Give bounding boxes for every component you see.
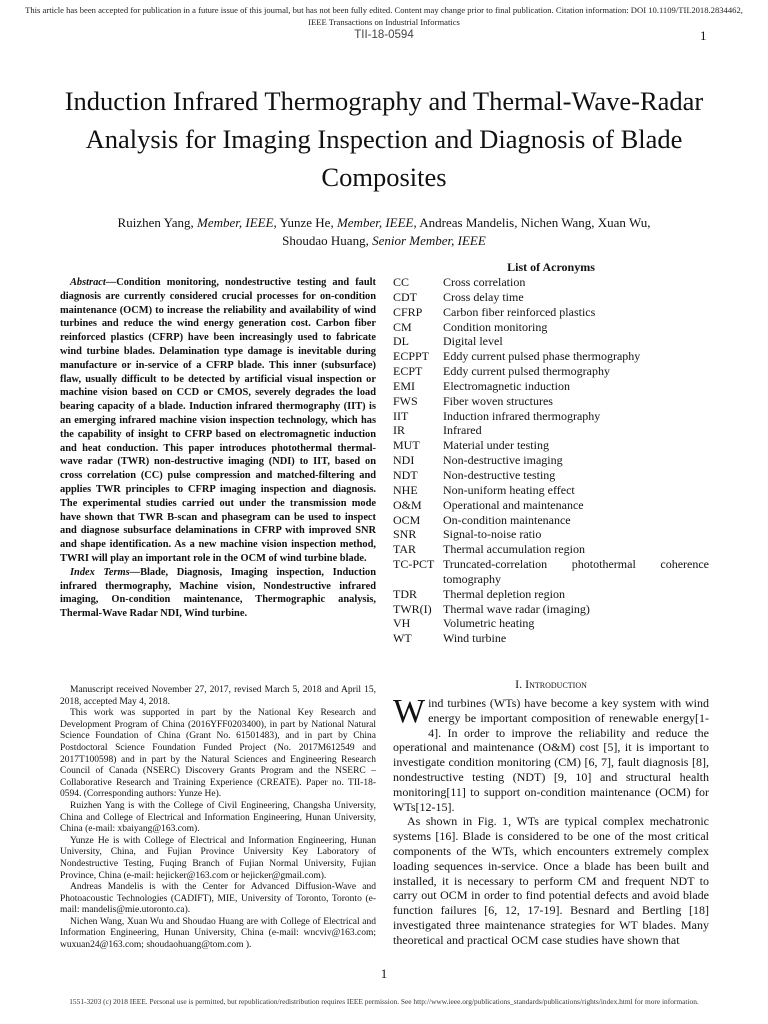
footnotes: [60, 685, 376, 952]
footnote: This work was supported in part by the National Key Research and Development Program of China (2016YFF0203400), in part by National Natural Science Foundation of China (Grant No. 61501483), and in part by China Postdoctoral Science Foundation Funded Project (No. 2017M612549 and 2017T100598) and in part by the Natural Sciences and Engineering Research Council of Canada (NSERC) Discovery Grants Program and the NSERC – Collaborative Research and Training Experience (CREATE). Paper no. TII-18-0594. (Corresponding authors: Yunze He).: [60, 708, 376, 800]
author-1-role: Member, IEEE: [197, 215, 274, 230]
acronym-row: [393, 290, 709, 305]
acronym-definition: Cross correlation: [443, 275, 526, 289]
acronym-row: [393, 468, 709, 483]
copyright-footer: 1551-3203 (c) 2018 IEEE. Personal use is permitted, but republication/redistribution requires IEEE permission. See http://www.ieee.org/publications_standards/publications/rights/index.html for more information.: [69, 997, 699, 1006]
acronym-rows: [393, 275, 709, 646]
acronym-definition: Truncated-correlation photothermal coherence tomography: [443, 557, 709, 586]
drop-cap: W: [393, 693, 426, 730]
acronym-row: [393, 409, 709, 424]
acronym-definition: Digital level: [443, 334, 503, 349]
acronym-definition: Infrared: [443, 423, 482, 438]
acronym-row: [393, 498, 709, 513]
acronym-row: [393, 275, 709, 290]
acronym-row: [393, 587, 709, 602]
acronym-abbr: NDT: [393, 467, 418, 482]
acronym-definition: Carbon fiber reinforced plastics: [443, 304, 596, 319]
acronym-row: [393, 349, 709, 364]
intro-paragraph-2: As shown in Fig. 1, WTs are typical complex mechatronic systems [16]. Blade is considered to be one of the most critical components of the WTs, which encounters extremely complex loading sequences in-service. Once a blade has been built and installed, it is necessary to perform CM and frequent NDT to carry out OCM in order to find potential defects and avoid blade function failures [6, 12, 17-19]. Besnard and Bertling [18] investigated three maintenance strategies for WT blades. Many theoretical and practical OCM case studies have shown that: [393, 814, 709, 947]
abstract-label: Abstract: [70, 277, 106, 288]
index-terms-label: Index Terms: [70, 566, 130, 578]
acronym-abbr: TAR: [393, 542, 417, 557]
acronym-definition: Eddy current pulsed phase thermography: [443, 349, 641, 364]
introduction-body: [393, 693, 709, 948]
acronym-abbr: SNR: [393, 527, 417, 542]
paper-title: Induction Infrared Thermography and Thermal-Wave-Radar Analysis for Imaging Inspection and Diagnosis of Blade Composites: [64, 86, 704, 192]
intro-paragraph-1: [393, 693, 709, 814]
acronym-abbr: FWS: [393, 393, 418, 408]
acronym-definition: Non-destructive testing: [443, 467, 556, 482]
acronym-definition: Eddy current pulsed thermography: [443, 364, 610, 379]
acronym-definition: Non-uniform heating effect: [443, 482, 575, 497]
acronym-definition: Cross delay time: [443, 289, 524, 304]
index-terms: [60, 566, 376, 621]
author-1: Ruizhen Yang,: [117, 215, 194, 230]
author-4-role: Senior Member, IEEE: [372, 232, 486, 248]
abstract: [60, 276, 376, 566]
acronym-row: [393, 602, 709, 617]
footnote: Andreas Mandelis is with the Center for Advanced Diffusion-Wave and Photoacoustic Technologies (CADIFT), MIE, University of Toronto, Toronto (e-mail: mandelis@mie.utoronto.ca).: [60, 882, 376, 916]
acronym-list: [393, 259, 709, 646]
acronym-definition: Fiber woven structures: [443, 393, 553, 408]
acronym-row: [393, 320, 709, 335]
acronym-abbr: ECPT: [393, 364, 423, 379]
acronym-row: [393, 616, 709, 631]
acronym-abbr: ECPPT: [393, 349, 430, 364]
acronym-definition: Induction infrared thermography: [443, 408, 601, 423]
footnote: Yunze He is with College of Electrical and Information Engineering, Hunan University, China, and Fujian Province University Key Laboratory of Nondestructive Testing, Fuqing Branch of Fujian Normal University, Fujian Province, China (e-mail: hejicker@163.com or hejicker@gmail.com).: [60, 835, 376, 881]
author-3: , Andreas Mandelis, Nichen Wang, Xuan Wu,: [413, 215, 651, 230]
acronym-definition: Signal-to-noise ratio: [443, 527, 542, 542]
acronym-definition: Thermal wave radar (imaging): [443, 601, 590, 616]
acronym-abbr: NHE: [393, 482, 418, 497]
acronym-row: [393, 557, 709, 587]
author-2-role: Member, IEEE: [336, 215, 414, 230]
acronym-abbr: TC-PCT: [393, 557, 435, 572]
intro-paragraph-1-text: ind turbines (WTs) have become a key system with wind energy be important composition of renewable energy[1-4]. In order to improve the reliability and reduce the operational and maintenance (O&M) cost [5], it is important to investigate condition monitoring (CM) [6, 7], fault diagnosis [8], nondestructive testing (NDT) [9, 10] and structural health monitoring[11] to support on-condition maintenance (OCM) for WTs[12-15].: [393, 696, 709, 814]
acronym-definition: Thermal depletion region: [443, 586, 565, 601]
acronym-row: [393, 394, 709, 409]
footnote: Nichen Wang, Xuan Wu and Shoudao Huang are with College of Electrical and Information Engineering, Hunan University, China (e-mail: wncviv@163.com; wuxuan24@163.com; shoudaohuang@tom.com ).: [60, 916, 376, 951]
acronym-definition: Condition monitoring: [443, 319, 548, 334]
acronym-abbr: CFRP: [393, 304, 423, 319]
section-heading-introduction: [393, 677, 709, 692]
acronym-abbr: TWR(I): [393, 601, 432, 616]
acronym-abbr: MUT: [393, 438, 420, 453]
acronym-row: [393, 423, 709, 438]
acronym-abbr: NDI: [393, 453, 415, 468]
acronym-definition: Material under testing: [443, 438, 549, 453]
page-number-bottom: 1: [380, 966, 388, 981]
acronym-definition: Thermal accumulation region: [443, 542, 585, 557]
acronym-row: [393, 453, 709, 468]
footnote: Manuscript received November 27, 2017, revised March 5, 2018 and April 15, 2018, accepted May 4, 2018.: [60, 685, 376, 707]
paper-id: TII-18-0594: [354, 29, 414, 41]
index-terms-text: —Blade, Diagnosis, Imaging inspection, Induction infrared thermography, Machine vision, Nondestructive infrared imaging, On-condition maintenance, Thermographic analysis, Thermal-Wave Radar NDI, Wind turbine.: [60, 566, 376, 620]
acronym-row: [393, 483, 709, 498]
footnote: Ruizhen Yang is with the College of Civil Engineering, Changsha University, China and College of Electrical and Information Engineering, Hunan University, China (e-mail: xbaiyang@163.com).: [60, 800, 376, 835]
left-column: [60, 276, 376, 621]
acronym-definition: Operational and maintenance: [443, 497, 584, 512]
acronym-abbr: DL: [393, 334, 409, 349]
section-title: Introduction: [525, 677, 587, 691]
abstract-text: —Condition monitoring, nondestructive testing and fault diagnosis are currently considered crucial processes for on-condition maintenance (OCM) to increase the reliability and availability of wind turbines and reduce the wind energy generation cost. Carbon fiber reinforced plastics (CFRP) have been increasingly used to fabricate wind turbine blades. Delamination type damage is inevitable during manufacture or in-service of a CFRP blade. This inner (subsurface) flaw, usually difficult to be detected by artificial visual inspection or machine vision based on CCD or CMOS, severely degrades the load bearing capacity of a blade. Induction infrared thermography (IIT) is an emerging infrared machine vision inspection technology, which has the capability of insight to CFRP based on electromagnetic induction and heat conduction. This paper introduces photothermal thermal-wave radar (TWR) non-destructive imaging (NDI) to IIT, based on cross correlation (CC) pulse compression and matched-filtering and applies TWR principles to CFRP imaging inspection and diagnosis. The experimental studies carried out under the transmission mode have shown that TWR B-scan and phasegram can be used to inspect and diagnose subsurface delaminations in CFRP with improved SNR and shape identification. As a new machine vision inspection method, TWRI will play an important role in the OCM of wind turbine blade.: [60, 277, 376, 564]
acronym-row: [393, 334, 709, 349]
author-list: [60, 214, 708, 249]
acronym-row: [393, 527, 709, 542]
acronym-abbr: CC: [393, 275, 410, 289]
acronym-abbr: TDR: [393, 586, 417, 601]
acronym-row: [393, 438, 709, 453]
acronym-abbr: VH: [393, 616, 411, 631]
acronym-abbr: WT: [393, 631, 412, 646]
acronym-definition: Non-destructive imaging: [443, 453, 563, 468]
acronym-row: [393, 513, 709, 528]
author-4: Shoudao Huang,: [282, 232, 369, 248]
acronym-abbr: OCM: [393, 512, 421, 527]
acronym-row: [393, 305, 709, 320]
acronym-abbr: CDT: [393, 289, 417, 304]
acronym-definition: Wind turbine: [443, 631, 507, 646]
acronym-abbr: IR: [393, 423, 405, 438]
acronym-definition: Electromagnetic induction: [443, 378, 570, 393]
acronym-row: [393, 379, 709, 394]
acronym-row: [393, 542, 709, 557]
section-number: I.: [515, 677, 523, 691]
acronym-abbr: IIT: [393, 408, 409, 423]
acronym-abbr: O&M: [393, 497, 422, 512]
author-2: , Yunze He,: [273, 215, 334, 230]
acronym-list-title: List of Acronyms: [507, 260, 595, 274]
acronym-definition: On-condition maintenance: [443, 512, 571, 527]
page-number-top: 1: [700, 28, 707, 43]
acronym-row: [393, 364, 709, 379]
acronym-row: [393, 631, 709, 646]
acronym-abbr: EMI: [393, 378, 415, 393]
acronym-abbr: CM: [393, 319, 412, 334]
acronym-definition: Volumetric heating: [443, 616, 535, 631]
publication-notice: This article has been accepted for publication in a future issue of this journal, but has not been fully edited. Content may change prior to final publication. Citation information: DOI 10.1109/TII.2018.2834462, IEEE Transactions on Industrial Informatics: [25, 5, 743, 27]
